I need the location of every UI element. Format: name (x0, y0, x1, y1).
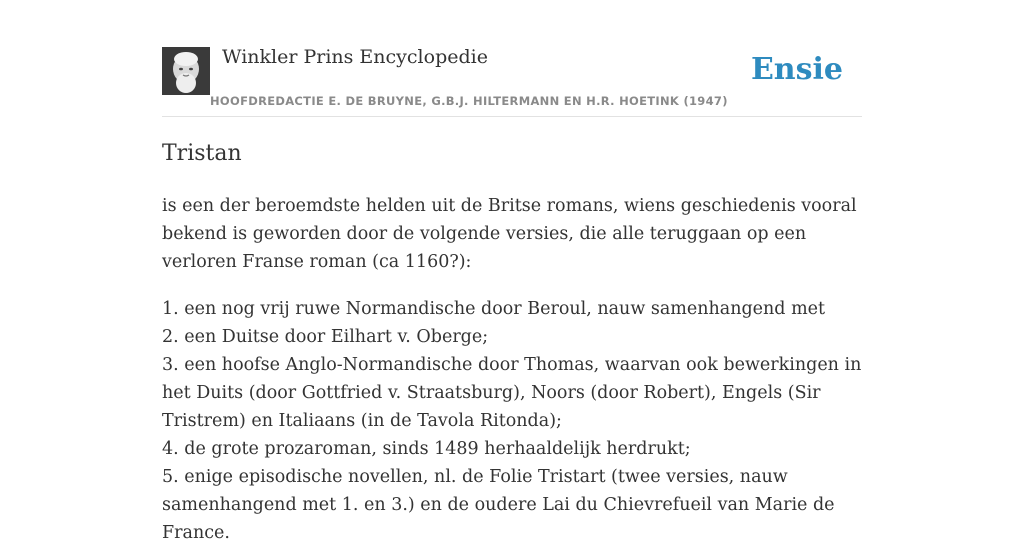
editorial-credit: HOOFDREDACTIE E. DE BRUYNE, G.B.J. HILTERMANN EN H.R. HOETINK (1947) (210, 94, 728, 108)
portrait-image (162, 47, 210, 95)
entry-title: Tristan (162, 141, 242, 166)
list-item: 4. de grote prozaroman, sinds 1489 herhaaldelijk herdrukt; (162, 439, 691, 459)
site-header (162, 44, 862, 117)
list-item: 1. een nog vrij ruwe Normandische door Beroul, nauw samenhangend met (162, 299, 826, 319)
version-list (162, 295, 862, 547)
article-content (162, 138, 862, 547)
list-item: 2. een Duitse door Eilhart v. Oberge; (162, 327, 489, 347)
site-title-link[interactable]: Winkler Prins Encyclopedie (222, 46, 488, 68)
entry-intro: is een der beroemdste helden uit de Britse romans, wiens geschiedenis vooral bekend is geworden door de volgende versies, die alle teruggaan op een verloren Franse roman (ca 1160?): (162, 196, 857, 272)
list-item: 3. een hoofse Anglo-Normandische door Thomas, waarvan ook bewerkingen in het Duits (door Gottfried v. Straatsburg), Noors (door Robert), Engels (Sir Tristrem) en Italiaans (in de Tavola Ritonda); (162, 355, 862, 431)
author-portrait-avatar (162, 47, 210, 95)
ensie-logo-link[interactable]: Ensie (750, 52, 843, 87)
list-item: 5. enige episodische novellen, nl. de Folie Tristart (twee versies, nauw samenhangend met 1. en 3.) en de oudere Lai du Chievrefueil van Marie de France. (162, 467, 835, 543)
